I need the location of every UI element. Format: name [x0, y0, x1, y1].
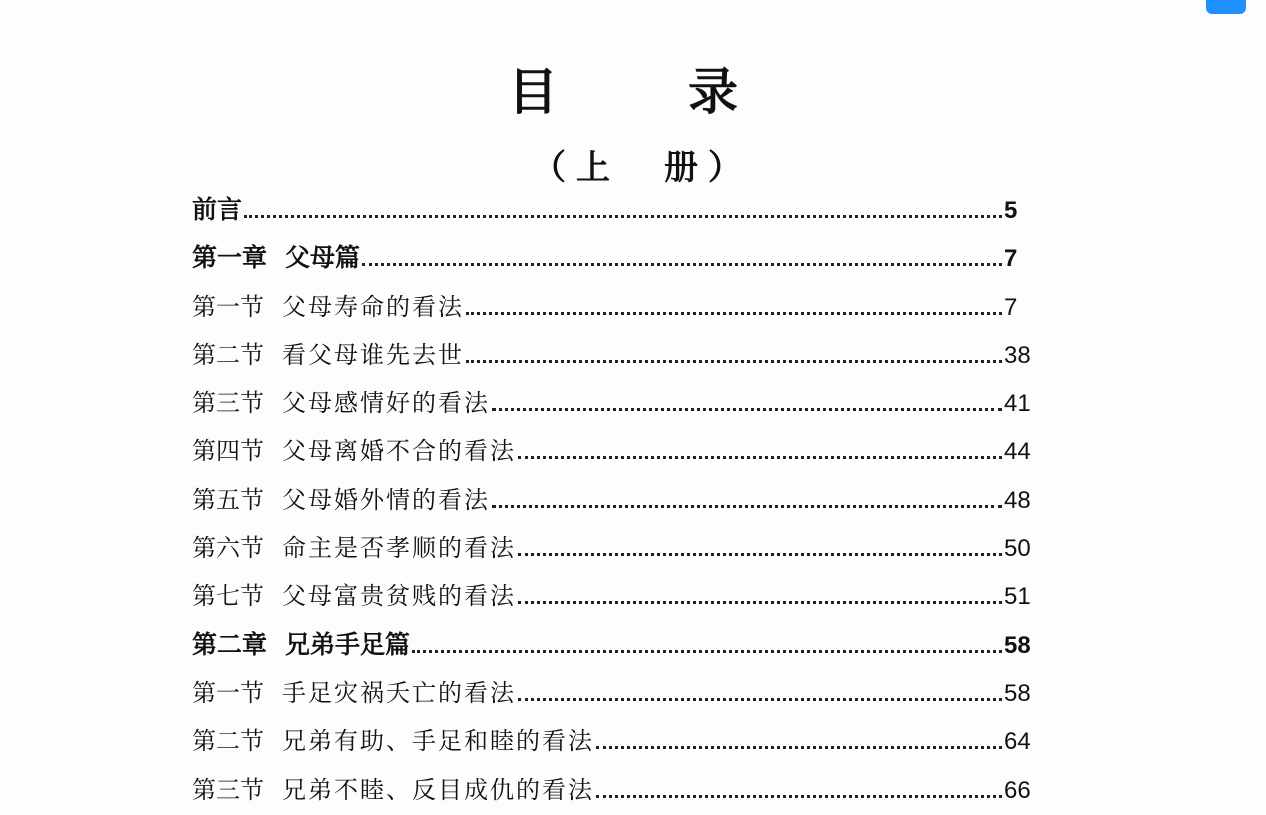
toc-number: 第二节: [192, 340, 264, 369]
toc-page-number: 7: [1004, 293, 1018, 321]
toc-number: 第五节: [192, 485, 264, 514]
toc-label: 父母离婚不合的看法: [282, 437, 516, 466]
toc-leader-dots: [518, 456, 1002, 459]
toc-label: 父母篇: [285, 243, 361, 273]
toc-leader-dots: [412, 650, 1002, 653]
toc-number: 第三节: [192, 389, 264, 418]
toc-page-number: 58: [1004, 679, 1031, 707]
toc-leader-dots: [596, 746, 1002, 749]
toc-row[interactable]: [192, 238, 1032, 286]
toc-page-number: 51: [1004, 583, 1031, 611]
toc-number: 第一节: [192, 678, 264, 707]
toc-leader-dots: [244, 215, 1002, 218]
toc-page-number: 5: [1004, 197, 1018, 224]
toc-number: 第二章: [192, 629, 268, 659]
toc-label: 兄弟手足篇: [285, 629, 411, 659]
toc-row[interactable]: [192, 480, 1032, 528]
toc-row[interactable]: [192, 335, 1032, 383]
toc-label: 父母寿命的看法: [282, 292, 464, 321]
toc-row[interactable]: [192, 528, 1032, 576]
toc-label: 兄弟不睦、反目成仇的看法: [282, 775, 594, 804]
toc-number: 第四节: [192, 437, 264, 466]
toc-row[interactable]: [192, 190, 1032, 238]
page-subtitle: （上 册）: [532, 148, 752, 188]
toc-row[interactable]: [192, 383, 1032, 431]
toc-row[interactable]: [192, 625, 1032, 673]
toc-label: 父母富贵贫贱的看法: [282, 582, 516, 611]
toc-page-number: 58: [1004, 631, 1031, 659]
toc-label: 父母婚外情的看法: [282, 485, 490, 514]
toc-leader-dots: [492, 408, 1002, 411]
toc-row[interactable]: [192, 431, 1032, 479]
toc-number: 第六节: [192, 534, 264, 563]
toc-leader-dots: [518, 601, 1002, 604]
toc-number: 第三节: [192, 775, 264, 804]
toc-leader-dots: [466, 312, 1002, 315]
toc-leader-dots: [466, 360, 1002, 363]
toc-leader-dots: [518, 553, 1002, 556]
toc-row[interactable]: [192, 770, 1032, 815]
toc-number: 第七节: [192, 582, 264, 611]
toc-page-number: 64: [1004, 728, 1031, 756]
toc-page-number: 66: [1004, 776, 1031, 804]
toc-page-number: 7: [1004, 245, 1018, 273]
toc-page-number: 38: [1004, 341, 1031, 369]
toc-page-number: 48: [1004, 486, 1031, 514]
toc-number: 第二节: [192, 727, 264, 756]
toc-page-number: 44: [1004, 438, 1031, 466]
page-title: 目 录: [508, 63, 778, 121]
toc-leader-dots: [492, 505, 1002, 508]
toc-label: 父母感情好的看法: [282, 389, 490, 418]
toc-row[interactable]: [192, 721, 1032, 769]
toc-number: 第一章: [192, 243, 268, 273]
toc-label: 兄弟有助、手足和睦的看法: [282, 727, 594, 756]
table-of-contents: [192, 190, 1032, 815]
toc-leader-dots: [518, 698, 1002, 701]
toc-leader-dots: [596, 795, 1002, 798]
toc-row[interactable]: [192, 287, 1032, 335]
toc-row[interactable]: [192, 673, 1032, 721]
corner-badge[interactable]: [1206, 0, 1246, 14]
toc-leader-dots: [362, 263, 1002, 266]
toc-number: 前言: [192, 195, 243, 224]
toc-page-number: 41: [1004, 390, 1031, 418]
toc-row[interactable]: [192, 576, 1032, 624]
toc-number: 第一节: [192, 292, 264, 321]
toc-page-number: 50: [1004, 535, 1031, 563]
toc-label: 手足灾祸夭亡的看法: [282, 678, 516, 707]
toc-label: 看父母谁先去世: [282, 340, 464, 369]
toc-label: 命主是否孝顺的看法: [282, 534, 516, 563]
